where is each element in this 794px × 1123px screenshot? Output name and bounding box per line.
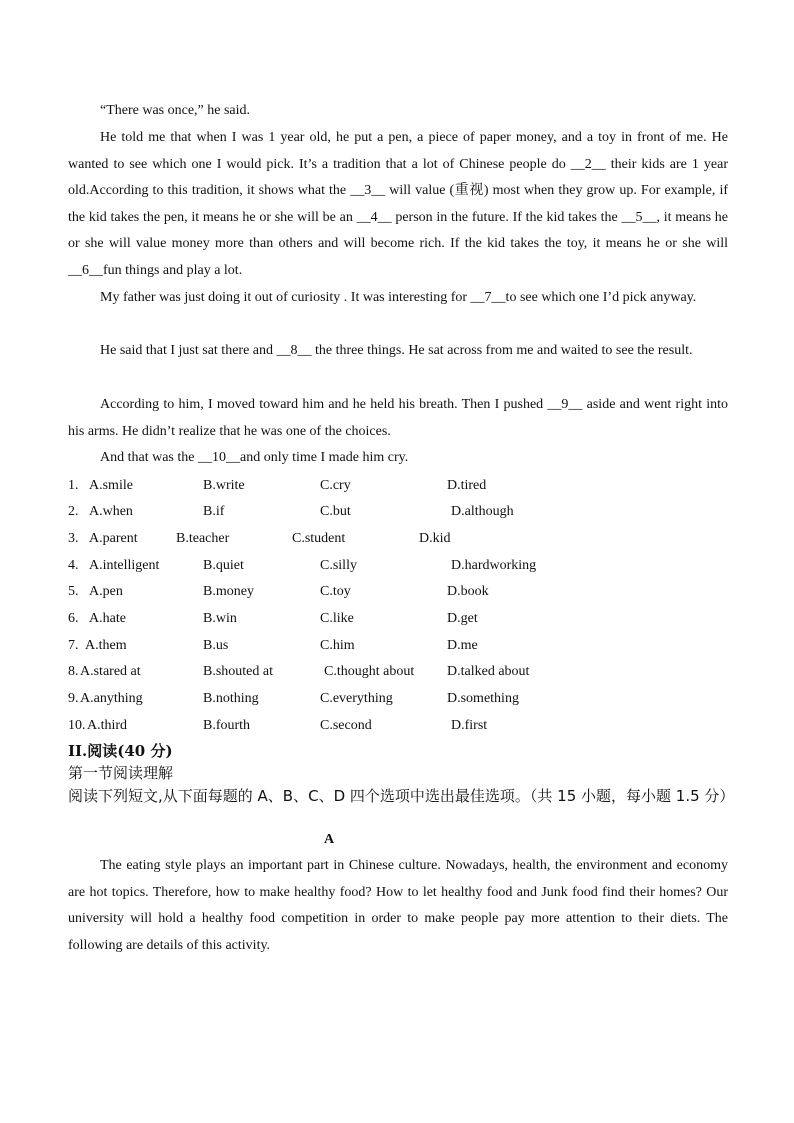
option-b: B.shouted at bbox=[203, 664, 273, 679]
option-d: D.although bbox=[451, 504, 514, 519]
option-a: A.them bbox=[85, 638, 127, 653]
cloze-paragraph-5: According to him, I moved toward him and he held his breath. Then I pushed __9__ aside and went right into his arms. He didn’t realize that he was one of the choices. bbox=[68, 397, 728, 439]
option-a: A.anything bbox=[80, 691, 143, 706]
option-a: A.hate bbox=[89, 611, 126, 626]
question-number: 7. bbox=[68, 638, 79, 653]
section-subheading: 第一节阅读理解 bbox=[68, 764, 174, 782]
option-d: D.hardworking bbox=[451, 558, 537, 573]
option-b: B.win bbox=[203, 611, 237, 626]
section-heading: II.阅读(40 分) bbox=[68, 742, 173, 760]
option-d: D.me bbox=[447, 638, 478, 653]
option-b: B.if bbox=[203, 504, 225, 519]
passage-label: A bbox=[324, 832, 335, 847]
option-d: D.first bbox=[451, 718, 488, 733]
option-d: D.kid bbox=[419, 531, 451, 546]
question-number: 8. bbox=[68, 664, 79, 679]
passage-a-paragraph: The eating style plays an important part in Chinese culture. Nowadays, health, the environment and economy are hot topics. Therefore, how to make healthy food? How to let healthy food and Junk food find their homes? Our university will hold a healthy food competition in order to make people pay more attention to their diets. The following are details of this activity. bbox=[68, 858, 728, 953]
option-d: D.something bbox=[447, 691, 519, 706]
option-c: C.thought about bbox=[324, 664, 415, 679]
option-b: B.money bbox=[203, 584, 254, 599]
option-d: D.book bbox=[447, 584, 489, 599]
option-c: C.everything bbox=[320, 691, 393, 706]
question-number: 5. bbox=[68, 584, 79, 599]
section-instruction: 阅读下列短文,从下面每题的 A、B、C、D 四个选项中选出最佳选项。（共 15 小题，每小题 1.5 分） bbox=[68, 787, 735, 805]
option-b: B.fourth bbox=[203, 718, 251, 733]
option-b: B.us bbox=[203, 638, 229, 653]
option-a: A.when bbox=[89, 504, 133, 519]
question-number: 2. bbox=[68, 504, 79, 519]
cloze-paragraph-2: He told me that when I was 1 year old, he put a pen, a piece of paper money, and a toy in front of me. He wanted to see which one I would pick. It’s a tradition that a lot of Chinese people do __2__ their kids are 1 year old.According to this tradition, it shows what the __3__ will value (重视) most when they grow up. For example, if the kid takes the pen, it means he or she will be an __4__ person in the future. If the kid takes the __5__, it means he or she will value money more than others and will become rich. If the kid takes the toy, it means he or she will __6__fun things and play a lot. bbox=[68, 130, 728, 278]
option-a: A.smile bbox=[89, 478, 133, 493]
question-number: 6. bbox=[68, 611, 79, 626]
question-number: 10. bbox=[68, 718, 86, 733]
cloze-paragraph-4: He said that I just sat there and __8__ the three things. He sat across from me and waited to see the result. bbox=[100, 343, 693, 358]
option-c: C.him bbox=[320, 638, 355, 653]
option-c: C.like bbox=[320, 611, 354, 626]
option-a: A.pen bbox=[89, 584, 123, 599]
option-b: B.nothing bbox=[203, 691, 259, 706]
option-d: D.get bbox=[447, 611, 478, 626]
option-c: C.silly bbox=[320, 558, 357, 573]
option-c: C.but bbox=[320, 504, 351, 519]
option-a: A.parent bbox=[89, 531, 138, 546]
option-b: B.write bbox=[203, 478, 245, 493]
question-number: 1. bbox=[68, 478, 79, 493]
option-d: D.tired bbox=[447, 478, 487, 493]
option-b: B.teacher bbox=[176, 531, 230, 546]
option-c: C.student bbox=[292, 531, 346, 546]
option-a: A.intelligent bbox=[89, 558, 160, 573]
option-a: A.third bbox=[87, 718, 128, 733]
question-number: 3. bbox=[68, 531, 79, 546]
option-b: B.quiet bbox=[203, 558, 244, 573]
option-c: C.second bbox=[320, 718, 372, 733]
option-c: C.toy bbox=[320, 584, 351, 599]
cloze-paragraph-3: My father was just doing it out of curiosity . It was interesting for __7__to see which one I’d pick anyway. bbox=[100, 290, 697, 305]
question-number: 9. bbox=[68, 691, 79, 706]
cloze-paragraph-1: “There was once,” he said. bbox=[100, 103, 251, 118]
option-a: A.stared at bbox=[80, 664, 141, 679]
option-d: D.talked about bbox=[447, 664, 530, 679]
question-number: 4. bbox=[68, 558, 79, 573]
cloze-paragraph-6: And that was the __10__and only time I made him cry. bbox=[100, 450, 409, 465]
option-c: C.cry bbox=[320, 478, 351, 493]
